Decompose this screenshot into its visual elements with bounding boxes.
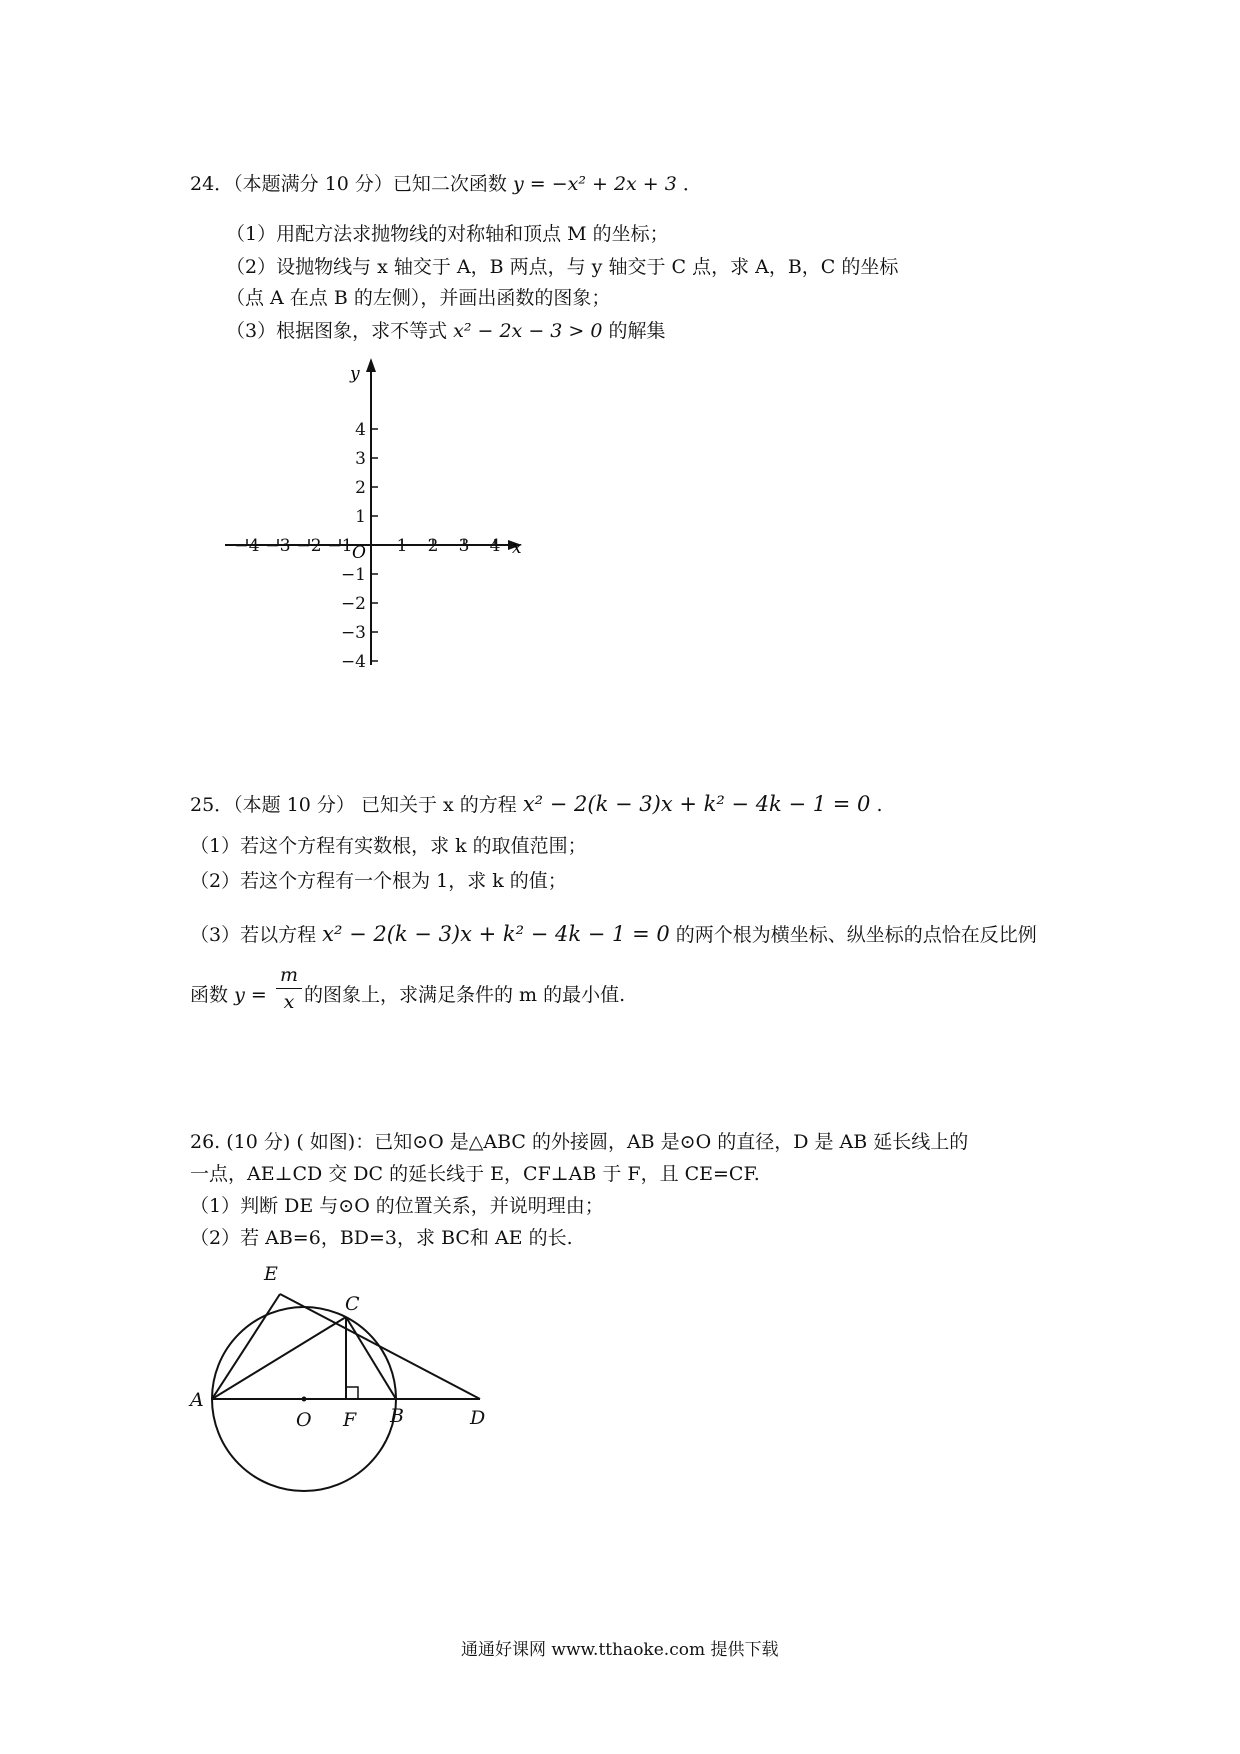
q26-line-2: 一点，AE⊥CD 交 DC 的延长线于 E，CF⊥AB 于 F，且 CE=CF. — [190, 1163, 760, 1185]
x-tick-label: 2 — [427, 536, 439, 556]
footer-text: 通通好课网 www.tthaoke.com 提供下载 — [461, 1640, 779, 1660]
x-tick-label: −2 — [296, 536, 322, 556]
label-f: F — [343, 1409, 357, 1431]
y-tick-label: −4 — [340, 652, 366, 672]
q25-function-word: 函数 — [190, 984, 229, 1006]
y-tick-label: −2 — [340, 594, 366, 614]
q25-part-3-cont-b: 的图象上，求满足条件的 m 的最小值. — [304, 984, 626, 1006]
q25-part-3-end: 的两个根为横坐标、纵坐标的点恰在反比例 — [675, 924, 1037, 946]
q24-inequality: x² − 2x − 3 > 0 — [453, 320, 603, 342]
q25-function-y: y = — [234, 984, 267, 1006]
label-o: O — [296, 1409, 312, 1431]
y-tick-label: 1 — [355, 507, 366, 527]
fraction-numerator: m — [276, 962, 302, 989]
q24-formula: y = −x² + 2x + 3 — [512, 173, 677, 195]
q25-head-text: 25．（本题 10 分） 已知关于 x 的方程 — [190, 794, 517, 816]
label-a: A — [190, 1389, 204, 1411]
y-tick-label: 4 — [355, 420, 366, 440]
segment-ed — [280, 1294, 480, 1399]
segment-ac — [212, 1317, 346, 1399]
segment-ae — [212, 1294, 280, 1399]
q25-part-3-text: （3）若以方程 — [190, 924, 317, 946]
x-tick-label: 4 — [489, 536, 501, 556]
q25-part-1: （1）若这个方程有实数根，求 k 的取值范围； — [190, 835, 587, 857]
x-tick-label: 3 — [458, 536, 470, 556]
x-tick-label: 1 — [396, 536, 408, 556]
q26-line-1: 26. (10 分) ( 如图)：已知⊙O 是△ABC 的外接圆，AB 是⊙O 的直径，D 是 AB 延长线上的 — [190, 1131, 969, 1153]
q26-part-1: （1）判断 DE 与⊙O 的位置关系，并说明理由； — [190, 1195, 604, 1217]
x-tick-label: −3 — [265, 536, 291, 556]
origin-label: O — [352, 543, 366, 563]
x-axis-label: x — [512, 538, 522, 558]
label-e: E — [264, 1263, 278, 1285]
label-d: D — [470, 1407, 486, 1429]
q25-end: . — [876, 794, 883, 816]
q24-end: ． — [682, 173, 702, 195]
q24-head-text: 24．（本题满分 10 分）已知二次函数 — [190, 173, 507, 195]
y-axis-label: y — [350, 364, 360, 384]
x-tick-label: −1 — [327, 536, 353, 556]
y-tick-label: 2 — [355, 478, 366, 498]
label-c: C — [345, 1293, 360, 1315]
q24-part-1: （1）用配方法求抛物线的对称轴和顶点 M 的坐标； — [226, 223, 669, 245]
q24-part-3-text: （3）根据图象，求不等式 — [226, 320, 448, 342]
x-tick-label: −4 — [234, 536, 260, 556]
q24-part-2: （2）设抛物线与 x 轴交于 A，B 两点，与 y 轴交于 C 点，求 A，B，C 的坐标 — [226, 256, 899, 278]
q26-part-2: （2）若 AB=6，BD=3，求 BC和 AE 的长. — [190, 1227, 573, 1249]
label-b: B — [390, 1405, 404, 1427]
q24-part-3-end: 的解集 — [608, 320, 666, 342]
y-tick-label: −1 — [340, 565, 366, 585]
fraction-denominator: x — [283, 991, 295, 1013]
q24-part-2-cont: （点 A 在点 B 的左侧），并画出函数的图象； — [226, 287, 611, 309]
y-tick-label: −3 — [340, 623, 366, 643]
y-tick-label: 3 — [355, 449, 366, 469]
q25-equation-repeat: x² − 2(k − 3)x + k² − 4k − 1 = 0 — [322, 922, 670, 946]
right-angle-mark — [346, 1387, 358, 1399]
q25-equation: x² − 2(k − 3)x + k² − 4k − 1 = 0 — [522, 792, 871, 816]
q25-part-2: （2）若这个方程有一个根为 1，求 k 的值； — [190, 870, 567, 892]
center-dot — [302, 1397, 307, 1402]
